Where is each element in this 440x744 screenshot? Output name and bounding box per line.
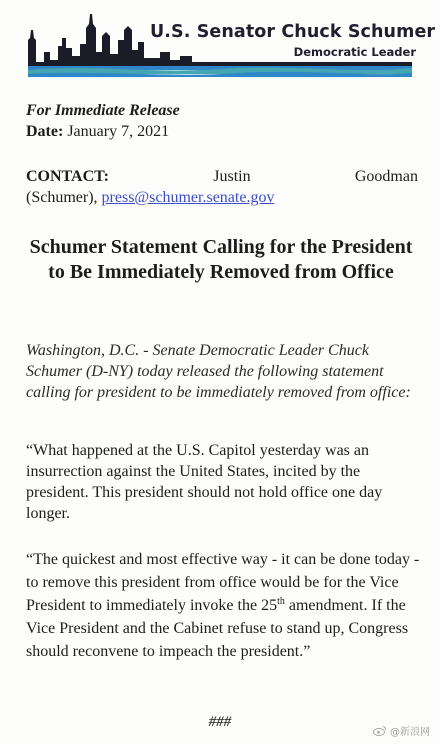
release-block [26,100,180,142]
contact-label: CONTACT: [26,168,109,185]
ordinal-suffix: th [277,596,285,607]
contact-last-name: Goodman [354,168,418,185]
release-date-line [26,121,180,142]
press-header-banner [0,0,440,88]
statement-paragraph-1: “What happened at the U.S. Capitol yesterday was an insurrection against the United States, incited by the president. This president should not hold office one day longer. [26,442,383,522]
date-label: Date: [26,123,64,140]
statement-paragraph-2 [26,548,421,663]
page-title: Schumer Statement Calling for the President to Be Immediately Removed from Office [29,236,413,283]
contact-email-line [26,187,418,208]
contact-org: (Schumer), [26,189,98,206]
paragraph-2-text-a: “The quickest and most effective way - it can be done today - to remove this president from office would be for the Vice President to immediately invoke the 25 [26,551,420,614]
contact-row [26,166,418,187]
press-email-link[interactable]: press@schumer.senate.gov [101,189,275,206]
skyline-logo-icon [0,0,440,88]
contact-block [26,166,418,208]
end-mark: ### [208,714,232,730]
release-date: January 7, 2021 [67,123,170,140]
watermark [373,723,430,738]
watermark-text: @新浪网 [390,727,430,738]
weibo-logo-icon [373,725,387,736]
senator-role-subtitle: Democratic Leader [293,45,416,59]
release-label: For Immediate Release [26,102,180,119]
paragraph-2-text-b: amendment. If the Vice President and the Cabinet refuse to stand up, Congress should reconvene to impeach the president.” [26,597,409,660]
dateline-paragraph: Washington, D.C. - Senate Democratic Leader Chuck Schumer (D-NY) today released the following statement calling for president to be immediately removed from office: [26,342,411,401]
senator-name-title: U.S. Senator Chuck Schumer [150,22,436,42]
contact-first-name: Justin [213,168,251,185]
